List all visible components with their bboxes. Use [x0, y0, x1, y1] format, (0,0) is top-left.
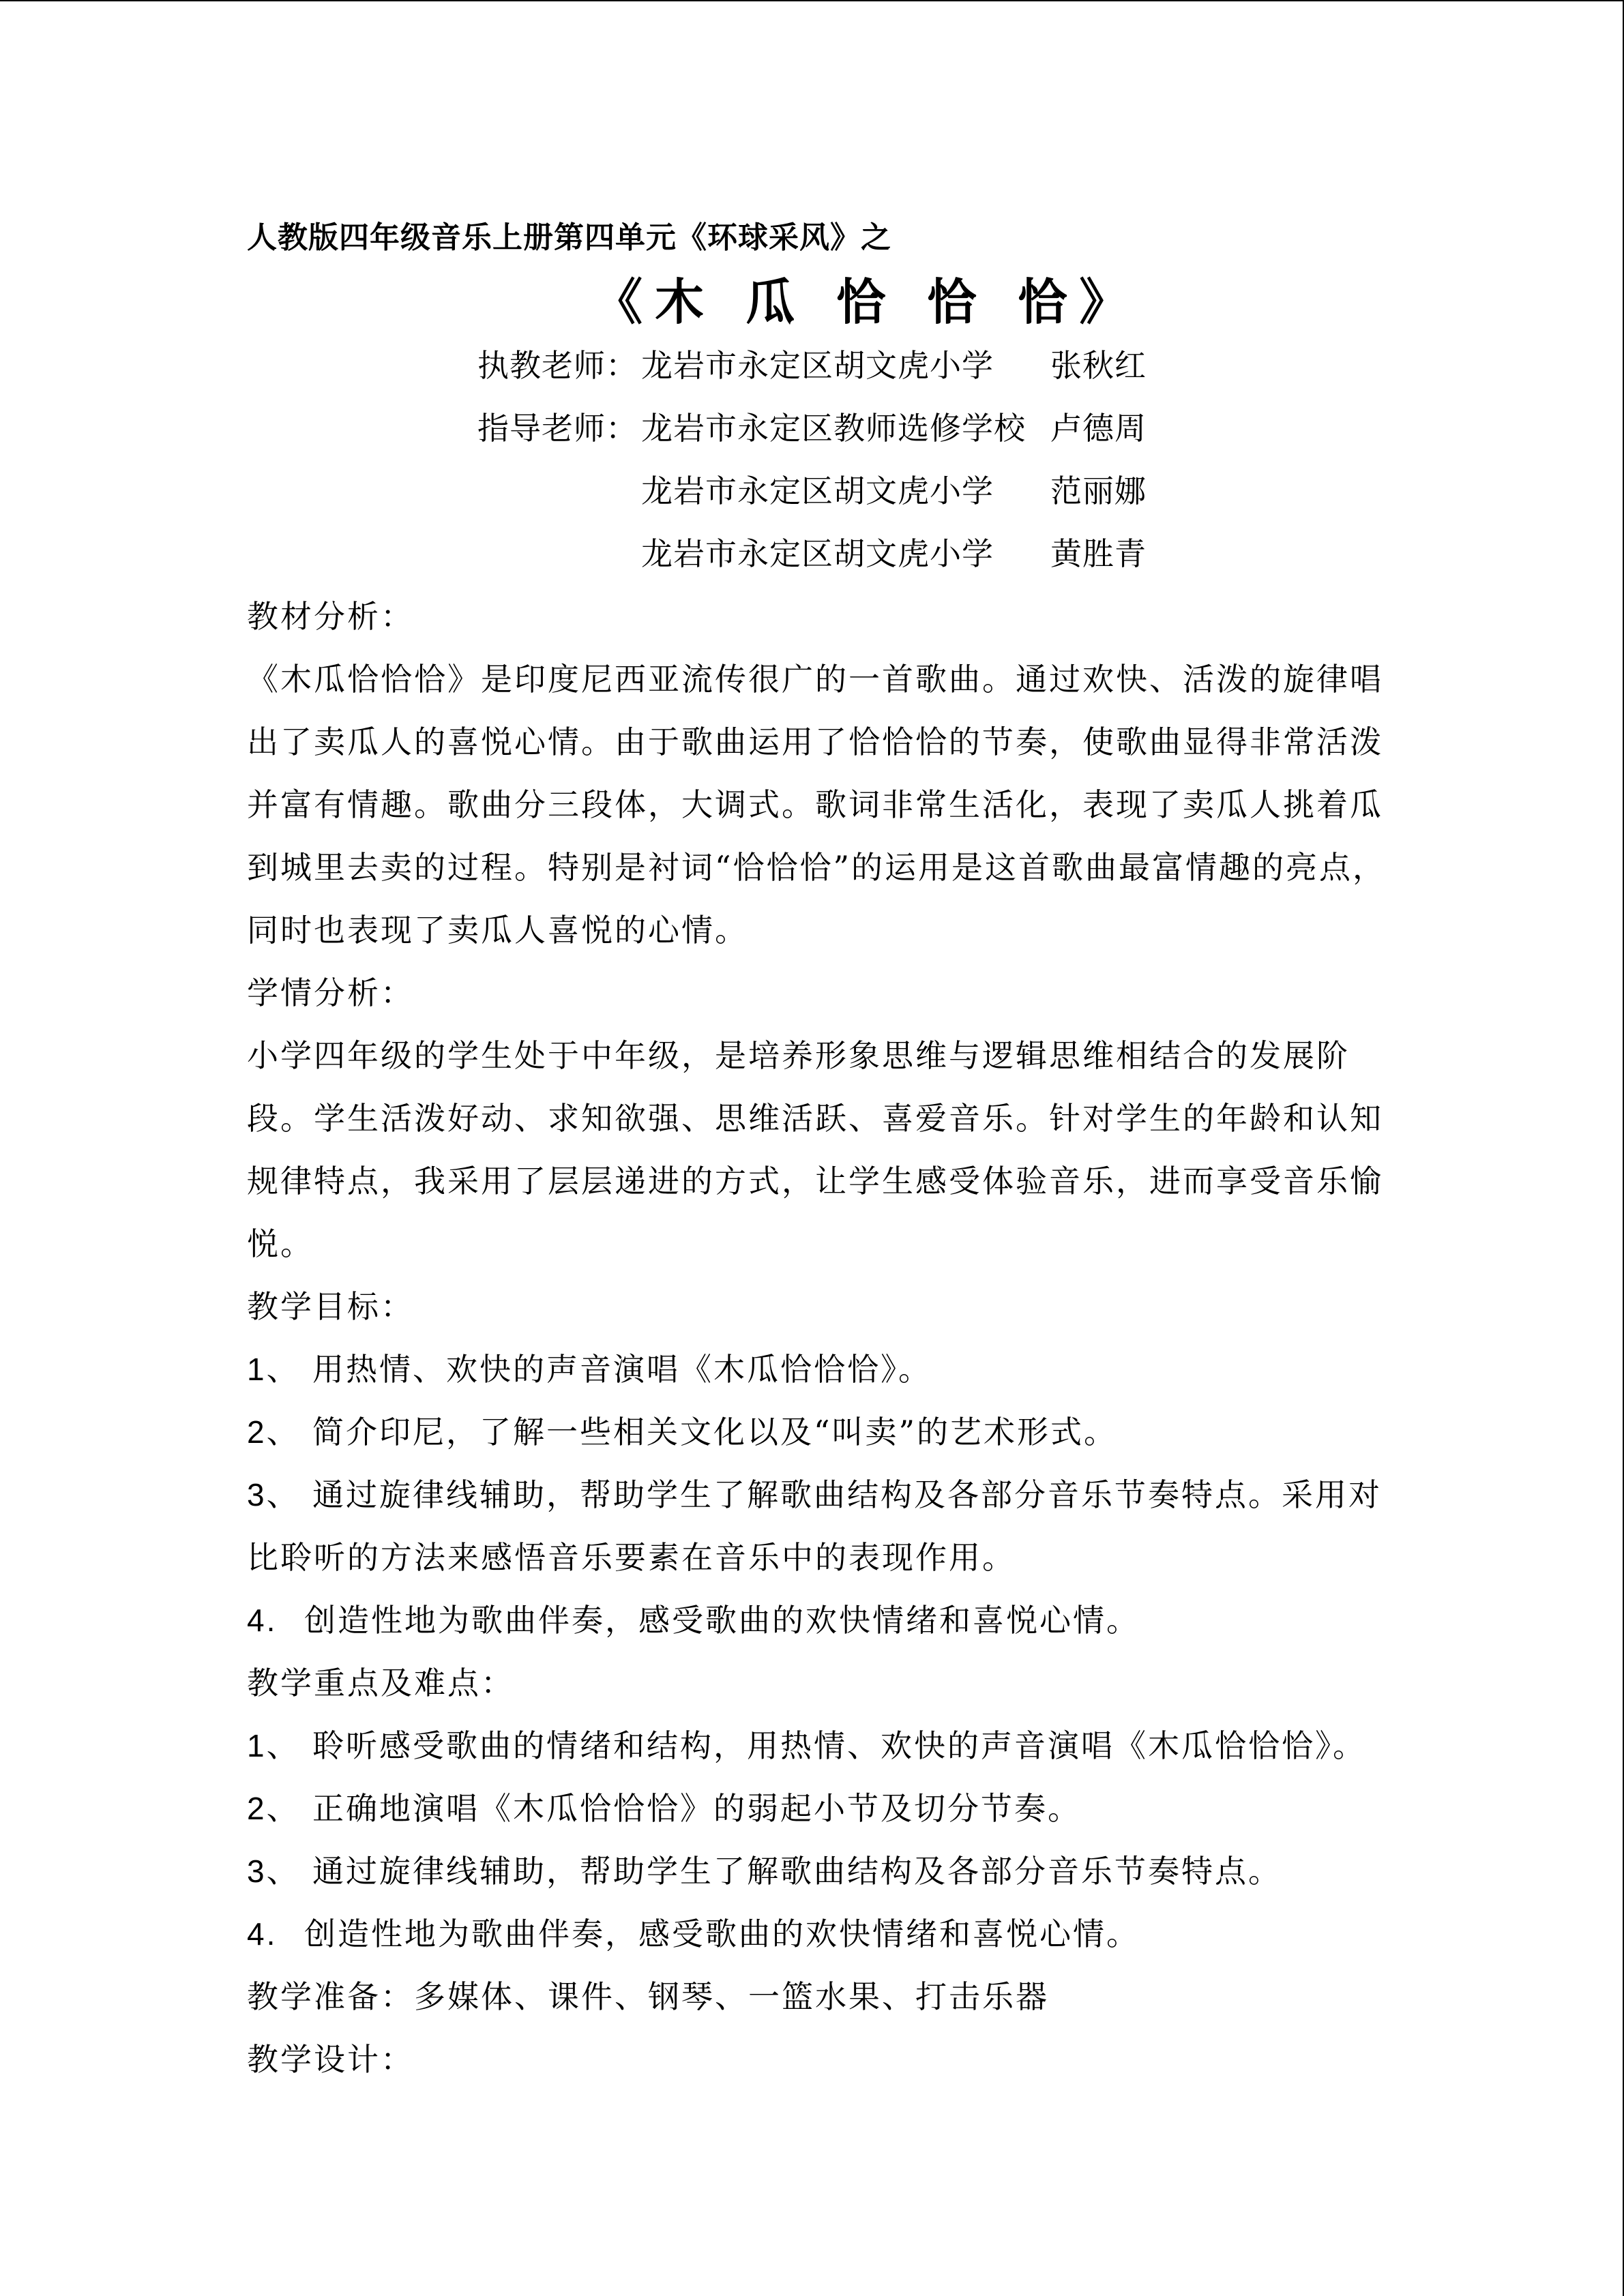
list-item-text: 聆听感受歌曲的情绪和结构，用热情、欢快的声音演唱《木瓜恰恰恰》。: [312, 1727, 1366, 1764]
document-title: 《木 瓜 恰 恰 恰》: [593, 273, 1141, 331]
list-item-text: 正确地演唱《木瓜恰恰恰》的弱起小节及切分节奏。: [312, 1790, 1081, 1827]
teacher-role: 指导老师：: [477, 410, 638, 447]
list-item-continuation: 比聆听的方法来感悟音乐要素在音乐中的表现作用。: [247, 1539, 1016, 1576]
section-heading-students: 学情分析：: [247, 974, 414, 1011]
paragraph-line: 出了卖瓜人的喜悦心情。由于歌曲运用了恰恰恰的节奏，使歌曲显得非常活泼: [247, 724, 1383, 760]
teacher-school: 龙岩市永定区教师选修学校: [641, 410, 1026, 447]
list-item-number: 2、: [247, 1414, 300, 1450]
list-item-text: 通过旋律线辅助，帮助学生了解歌曲结构及各部分音乐节奏特点。采用对: [312, 1476, 1382, 1513]
list-item: [247, 1909, 1140, 1954]
list-item-number: 3、: [247, 1477, 300, 1512]
teacher-role: 执教老师：: [477, 347, 638, 384]
teacher-school: 龙岩市永定区胡文虎小学: [641, 535, 994, 572]
teacher-name: 黄胜青: [1050, 535, 1147, 572]
teacher-name: 范丽娜: [1050, 473, 1147, 509]
list-item-text: 通过旋律线辅助，帮助学生了解歌曲结构及各部分音乐节奏特点。: [312, 1853, 1282, 1890]
list-item-text: 简介印尼，了解一些相关文化以及“叫卖”的艺术形式。: [312, 1414, 1118, 1450]
list-item: [247, 1345, 932, 1390]
teacher-school: 龙岩市永定区胡文虎小学: [641, 347, 994, 384]
document-subtitle: 人教版四年级音乐上册第四单元《环球采风》之: [247, 220, 891, 255]
list-item-number: 3、: [247, 1853, 300, 1889]
list-item-text: 用热情、欢快的声音演唱《木瓜恰恰恰》。: [312, 1351, 932, 1388]
list-item-number: 2、: [247, 1791, 300, 1826]
section-heading-material: 教材分析：: [247, 598, 414, 635]
preparation-line: 教学准备：多媒体、课件、钢琴、一篮水果、打击乐器: [247, 1978, 1049, 2015]
page-border-top: [0, 0, 1624, 1]
list-item-number: 4.: [247, 1916, 278, 1952]
paragraph-line: 规律特点，我采用了层层递进的方式，让学生感受体验音乐，进而享受音乐愉: [247, 1163, 1383, 1199]
paragraph-line: 到城里去卖的过程。特别是衬词“恰恰恰”的运用是这首歌曲最富情趣的亮点，: [247, 849, 1387, 886]
list-item: [247, 1596, 1140, 1641]
paragraph-line: 段。学生活泼好动、求知欲强、思维活跃、喜爱音乐。针对学生的年龄和认知: [247, 1100, 1383, 1137]
teacher-name: 卢德周: [1050, 410, 1147, 447]
section-heading-goals: 教学目标：: [247, 1288, 414, 1325]
list-item-number: 1、: [247, 1352, 300, 1387]
section-heading-design: 教学设计：: [247, 2041, 414, 2078]
list-item: [247, 1470, 1382, 1515]
paragraph-line: 悦。: [247, 1225, 314, 1262]
list-item: [247, 1407, 1117, 1452]
teacher-name: 张秋红: [1050, 347, 1147, 384]
section-heading-key-points: 教学重点及难点：: [247, 1665, 514, 1701]
list-item-number: 4.: [247, 1602, 278, 1638]
list-item-text: 创造性地为歌曲伴奏，感受歌曲的欢快情绪和喜悦心情。: [304, 1602, 1140, 1639]
list-item: [247, 1784, 1081, 1829]
list-item-text: 创造性地为歌曲伴奏，感受歌曲的欢快情绪和喜悦心情。: [304, 1915, 1140, 1952]
list-item-number: 1、: [247, 1728, 300, 1763]
paragraph-line: 并富有情趣。歌曲分三段体，大调式。歌词非常生活化，表现了卖瓜人挑着瓜: [247, 786, 1383, 823]
list-item: [247, 1721, 1366, 1766]
paragraph-line: 同时也表现了卖瓜人喜悦的心情。: [247, 912, 748, 949]
paragraph-line: 《木瓜恰恰恰》是印度尼西亚流传很广的一首歌曲。通过欢快、活泼的旋律唱: [247, 661, 1383, 698]
list-item: [247, 1847, 1282, 1892]
paragraph-line: 小学四年级的学生处于中年级，是培养形象思维与逻辑思维相结合的发展阶: [247, 1037, 1350, 1074]
teacher-school: 龙岩市永定区胡文虎小学: [641, 473, 994, 509]
